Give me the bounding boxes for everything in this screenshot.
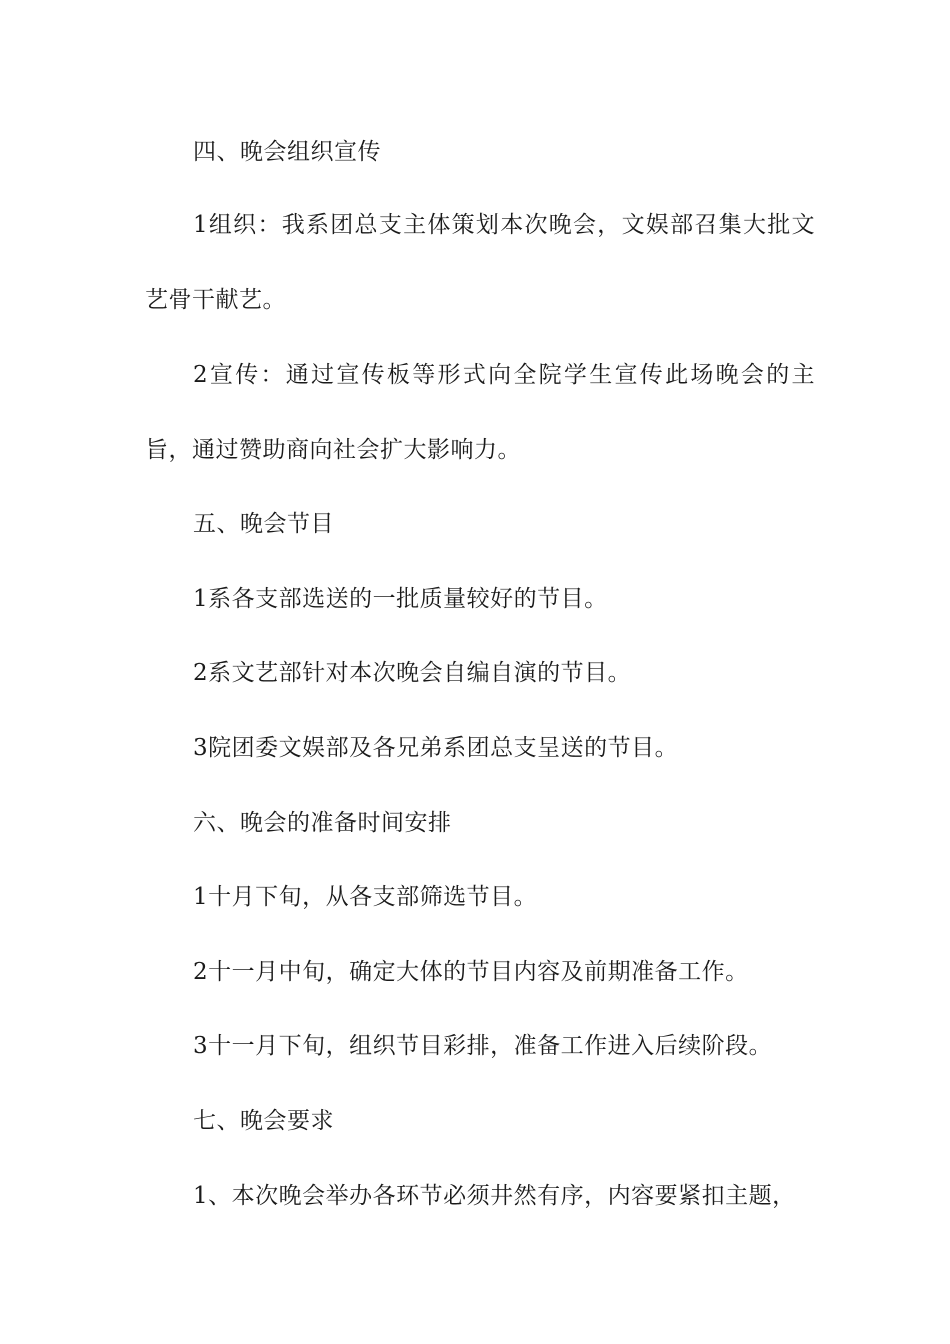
section-heading-4: 四、晚会组织宣传 — [193, 139, 381, 165]
list-item-schedule-2: 2十一月中旬，确定大体的节目内容及前期准备工作。 — [193, 959, 749, 985]
paragraph-publicity: 2宣传：通过宣传板等形式向全院学生宣传此场晚会的主旨，通过赞助商向社会扩大影响力。 — [145, 362, 815, 463]
list-item-program-2: 2系文艺部针对本次晚会自编自演的节目。 — [193, 660, 632, 686]
section-heading-5: 五、晚会节目 — [193, 511, 334, 537]
section-heading-6: 六、晚会的准备时间安排 — [193, 810, 452, 836]
list-item-program-3: 3院团委文娱部及各兄弟系团总支呈送的节目。 — [193, 735, 679, 761]
list-item-program-1: 1系各支部选送的一批质量较好的节目。 — [193, 586, 608, 612]
list-item-requirement-1: 1、本次晚会举办各环节必须井然有序，内容要紧扣主题， — [193, 1183, 796, 1209]
list-item-schedule-3: 3十一月下旬，组织节目彩排，准备工作进入后续阶段。 — [193, 1033, 773, 1059]
section-heading-7: 七、晚会要求 — [193, 1108, 334, 1134]
paragraph-organization: 1组织：我系团总支主体策划本次晚会，文娱部召集大批文艺骨干献艺。 — [145, 212, 815, 313]
list-item-schedule-1: 1十月下旬，从各支部筛选节目。 — [193, 884, 538, 910]
